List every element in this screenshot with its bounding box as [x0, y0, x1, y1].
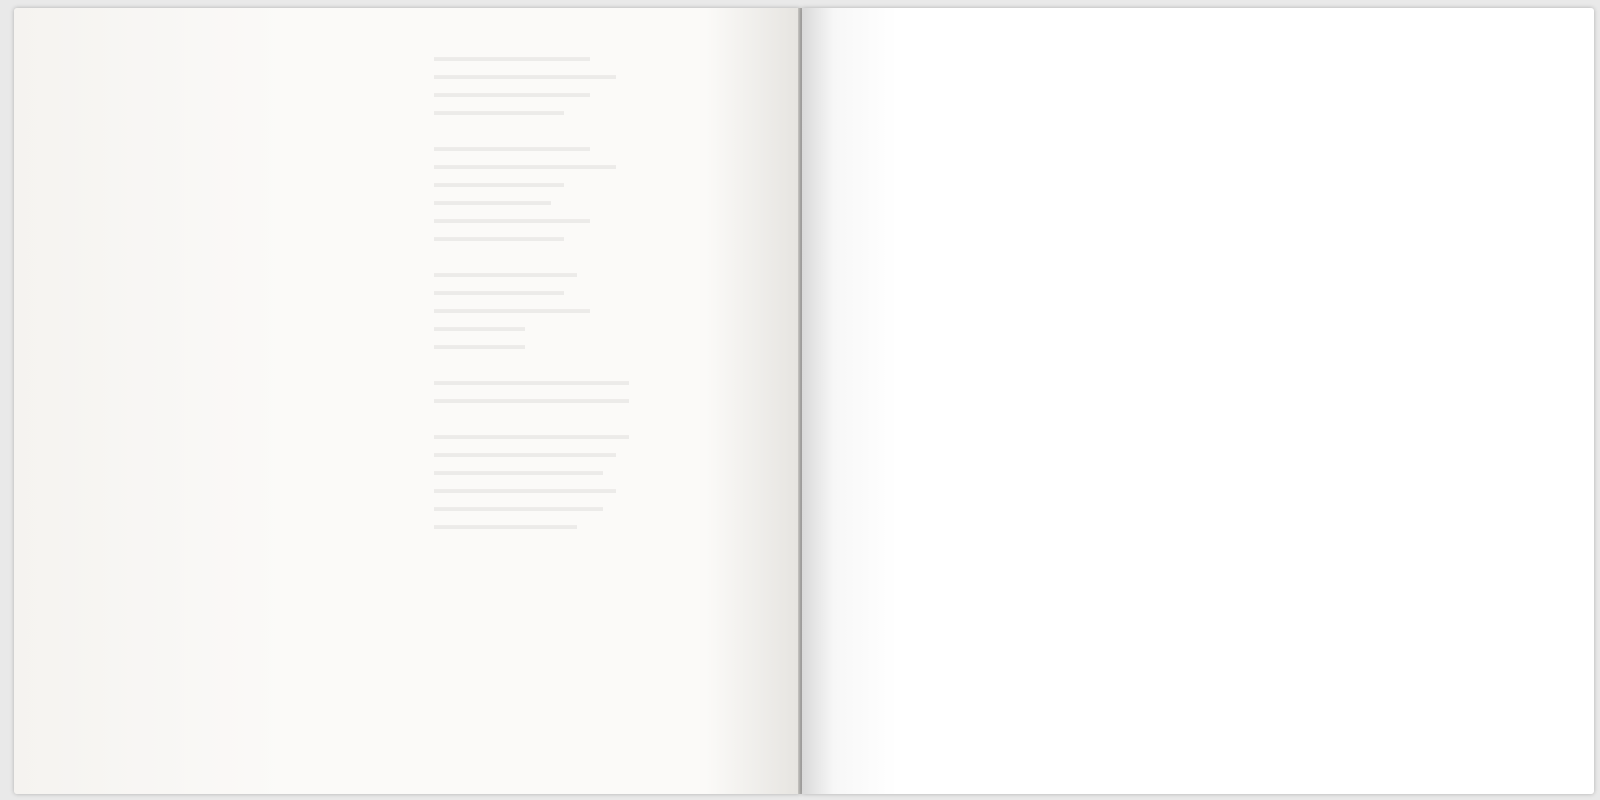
right-booklet-page: [802, 8, 1594, 794]
left-booklet-page: [14, 8, 800, 794]
album-description: [842, 55, 1172, 78]
bleed-through-texture: ▬▬▬▬▬▬▬▬▬▬▬▬ ▬▬▬▬▬▬▬▬▬▬▬▬▬▬ ▬▬▬▬▬▬▬▬▬▬▬▬ ▬▬▬▬▬▬▬▬▬▬ ▬▬▬▬▬▬▬▬▬▬▬▬ ▬▬▬▬▬▬▬▬▬▬▬▬▬▬ ▬▬▬▬▬▬▬▬▬▬ ▬▬▬▬▬▬▬▬▬ ▬▬▬▬▬▬▬▬▬▬▬▬ ▬▬▬▬▬▬▬▬▬▬ ▬▬▬▬▬▬▬▬▬▬▬ ▬▬▬▬▬▬▬▬▬▬ ▬▬▬▬▬▬▬▬▬▬▬▬ ▬▬▬▬▬▬▬ ▬▬▬▬▬▬▬ ▬▬▬▬▬▬▬▬▬▬▬▬▬▬▬ ▬▬▬▬▬▬▬▬▬▬▬▬▬▬▬ ▬▬▬▬▬▬▬▬▬▬▬▬▬▬▬ ▬▬▬▬▬▬▬▬▬▬▬▬▬▬ ▬▬▬▬▬▬▬▬▬▬▬▬▬ ▬▬▬▬▬▬▬▬▬▬▬▬▬▬ ▬▬▬▬▬▬▬▬▬▬▬▬▬ ▬▬▬▬▬▬▬▬▬▬▬: [434, 49, 629, 532]
